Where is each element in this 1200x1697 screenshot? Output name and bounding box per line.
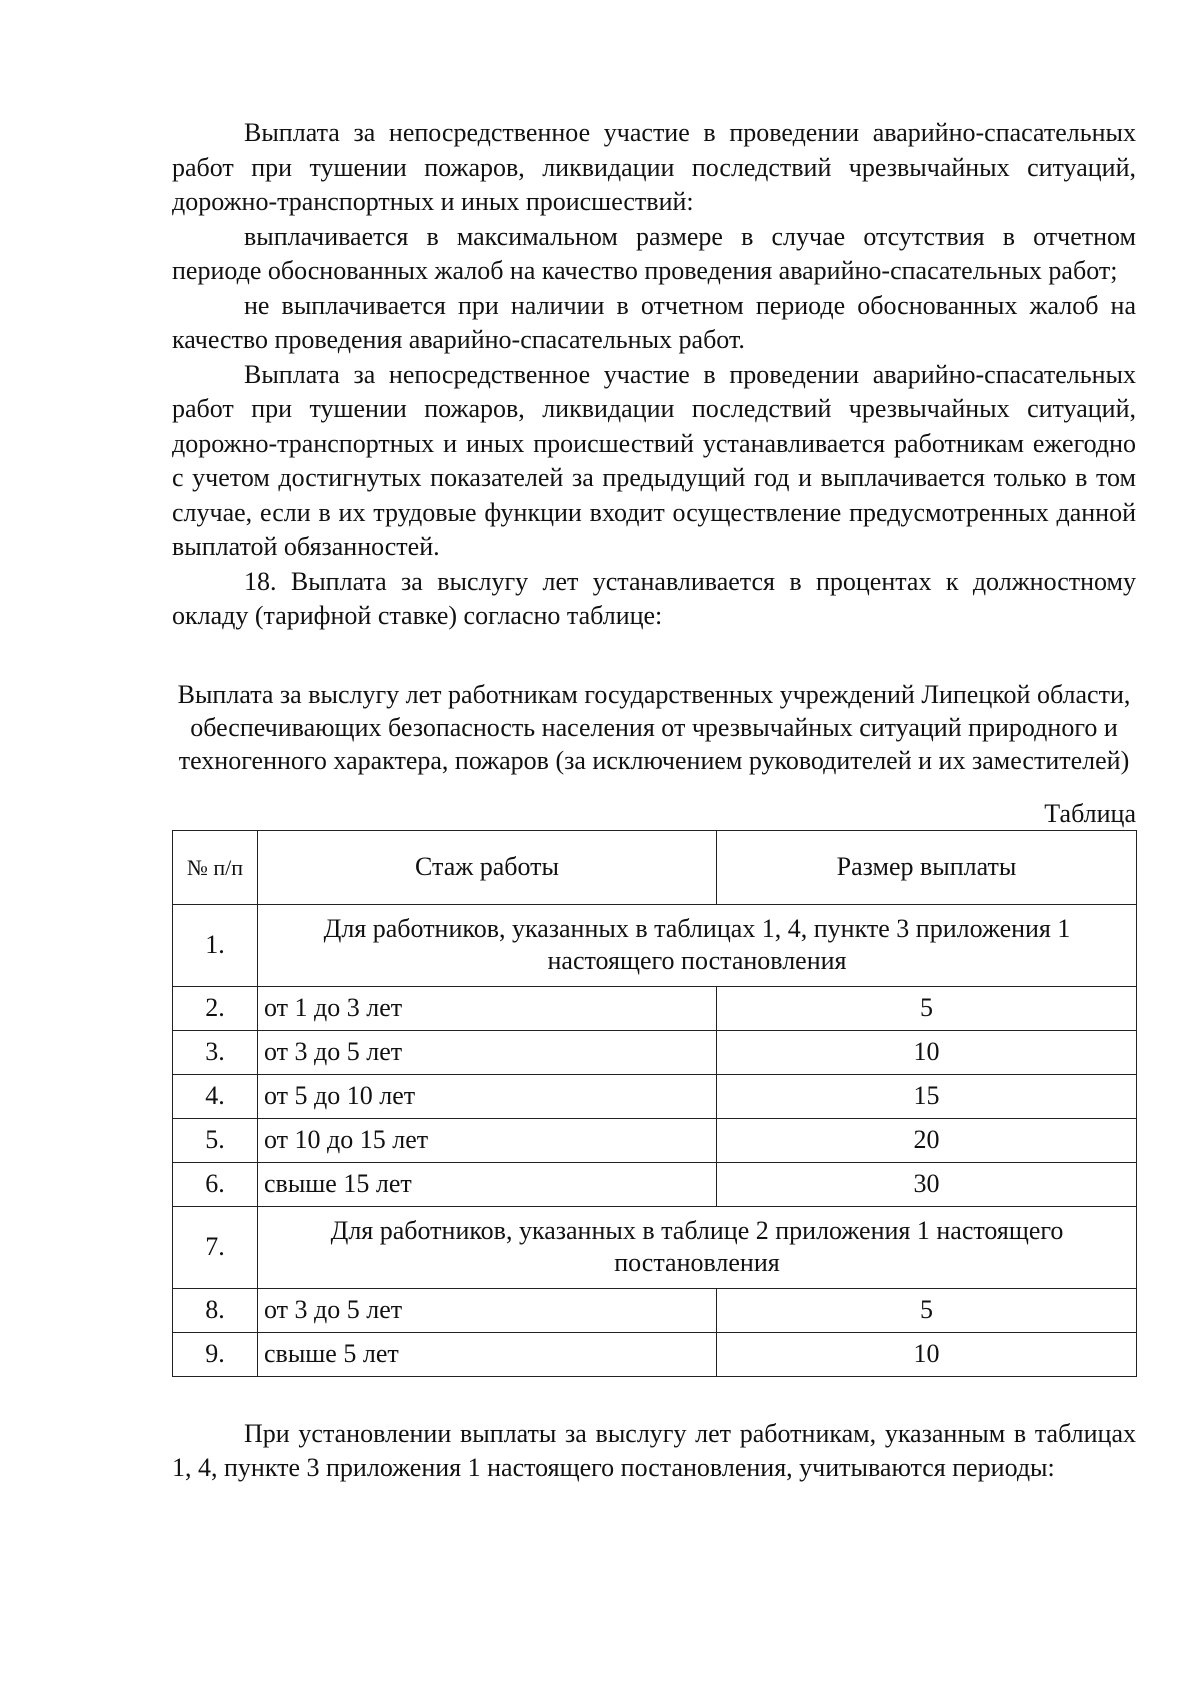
header-num: № п/п (173, 830, 258, 904)
header-size: Размер выплаты (717, 830, 1137, 904)
row-size: 10 (717, 1332, 1137, 1376)
row-group-label: Для работников, указанных в таблицах 1, 4, пункте 3 приложения 1 настоящего постановления (258, 904, 1137, 986)
table-row (173, 1332, 1137, 1376)
row-num: 7. (173, 1206, 258, 1288)
table-row (173, 1074, 1137, 1118)
table-title: Выплата за выслугу лет работникам государственных учреждений Липецкой области, обеспечивающих безопасность населения от чрезвычайных ситуаций природного и техногенного характера, пожаров (за исключением руководителей и их заместителей) (177, 679, 1131, 775)
table-row (173, 1030, 1137, 1074)
table-row (173, 1162, 1137, 1206)
header-stazh: Стаж работы (258, 830, 717, 904)
row-num: 4. (173, 1074, 258, 1118)
paragraph-3: не выплачивается при наличии в отчетном периоде обоснованных жалоб на качество проведения аварийно-спасательных работ. (172, 290, 1136, 354)
row-size: 30 (717, 1162, 1137, 1206)
row-num: 2. (173, 986, 258, 1030)
document-page (172, 116, 1136, 1486)
row-stazh: свыше 5 лет (258, 1332, 717, 1376)
paragraph-4: Выплата за непосредственное участие в проведении аварийно-спасательных работ при тушении пожаров, ликвидации последствий чрезвычайных ситуаций, дорожно-транспортных и иных происшествий устанавливается работникам ежегодно с учетом достигнутых показателей за предыдущий год и выплачивается только в том случае, если в их трудовые функции входит осуществление предусмотренных данной выплатой обязанностей. (172, 359, 1136, 561)
row-num: 8. (173, 1288, 258, 1332)
row-size: 5 (717, 986, 1137, 1030)
table-header-row (173, 830, 1137, 904)
row-size: 10 (717, 1030, 1137, 1074)
row-size: 15 (717, 1074, 1137, 1118)
row-num: 6. (173, 1162, 258, 1206)
seniority-table (172, 830, 1137, 1377)
row-stazh: от 5 до 10 лет (258, 1074, 717, 1118)
table-row (173, 1206, 1137, 1288)
row-size: 20 (717, 1118, 1137, 1162)
paragraph-1: Выплата за непосредственное участие в проведении аварийно-спасательных работ при тушении пожаров, ликвидации последствий чрезвычайных ситуаций, дорожно-транспортных и иных происшествий: (172, 118, 1136, 216)
row-stazh: от 1 до 3 лет (258, 986, 717, 1030)
row-num: 9. (173, 1332, 258, 1376)
paragraph-6: При установлении выплаты за выслугу лет работникам, указанным в таблицах 1, 4, пункте 3 приложения 1 настоящего постановления, учитываются периоды: (172, 1418, 1136, 1482)
row-stazh: от 3 до 5 лет (258, 1288, 717, 1332)
table-row (173, 1118, 1137, 1162)
row-num: 5. (173, 1118, 258, 1162)
table-row (173, 904, 1137, 986)
row-stazh: свыше 15 лет (258, 1162, 717, 1206)
row-stazh: от 3 до 5 лет (258, 1030, 717, 1074)
row-group-label: Для работников, указанных в таблице 2 приложения 1 настоящего постановления (258, 1206, 1137, 1288)
table-row (173, 1288, 1137, 1332)
paragraph-5: 18. Выплата за выслугу лет устанавливается в процентах к должностному окладу (тарифной ставке) согласно таблице: (172, 566, 1136, 630)
table-row (173, 986, 1137, 1030)
row-size: 5 (717, 1288, 1137, 1332)
table-label: Таблица (1044, 798, 1136, 828)
row-stazh: от 10 до 15 лет (258, 1118, 717, 1162)
row-num: 1. (173, 904, 258, 986)
row-num: 3. (173, 1030, 258, 1074)
paragraph-2: выплачивается в максимальном размере в случае отсутствия в отчетном периоде обоснованных жалоб на качество проведения аварийно-спасательных работ; (172, 221, 1136, 285)
